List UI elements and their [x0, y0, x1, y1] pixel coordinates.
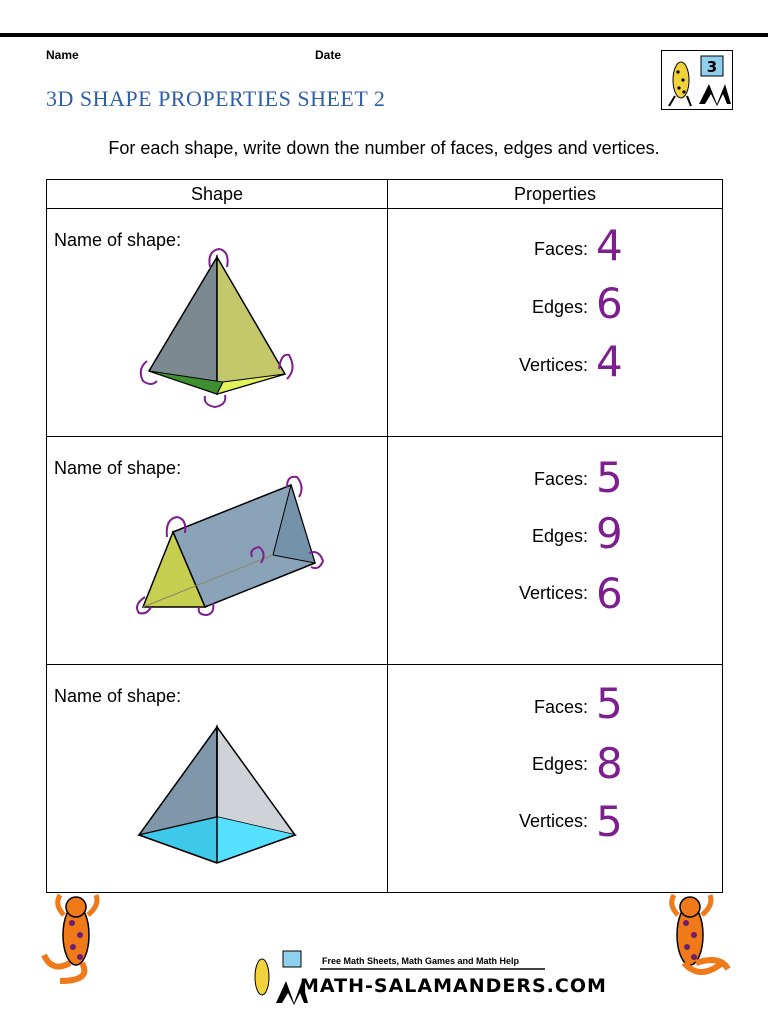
name-label: Name — [46, 48, 79, 62]
header-properties: Properties — [388, 180, 723, 209]
instructions: For each shape, write down the number of faces, edges and vertices. — [108, 138, 660, 158]
vertices-answer: 5 — [596, 797, 623, 846]
edges-label: Edges: — [531, 526, 588, 546]
faces-answer: 5 — [596, 453, 623, 502]
shape-cell — [47, 665, 388, 893]
shape-cell — [47, 209, 388, 437]
header-shape: Shape — [47, 180, 388, 209]
table-row — [47, 437, 723, 665]
properties-cell — [388, 437, 723, 665]
properties-table — [46, 179, 723, 893]
edges-answer: 8 — [596, 739, 623, 788]
footer-brand: MATH-SALAMANDERS.COM — [300, 975, 607, 997]
table-row — [47, 209, 723, 437]
salamander-logo-icon — [661, 50, 733, 110]
footer-graphics — [0, 885, 768, 1024]
date-label: Date — [315, 48, 342, 62]
name-of-shape-label: Name of shape: — [54, 230, 182, 250]
tetrahedron-icon — [47, 209, 387, 436]
footer-tagline: Free Math Sheets, Math Games and Math Help — [322, 956, 520, 966]
table-header-row — [47, 180, 723, 209]
faces-answer: 4 — [596, 221, 623, 270]
square-pyramid-icon — [47, 665, 387, 892]
logo-number: 3 — [706, 58, 718, 76]
page-title: 3D SHAPE PROPERTIES SHEET 2 — [46, 86, 386, 111]
vertices-label: Vertices: — [518, 355, 588, 375]
faces-answer: 5 — [596, 679, 623, 728]
properties-cell — [388, 665, 723, 893]
faces-label: Faces: — [533, 239, 588, 259]
faces-label: Faces: — [533, 469, 588, 489]
vertices-label: Vertices: — [518, 583, 588, 603]
top-rule — [0, 33, 768, 37]
vertices-answer: 6 — [596, 569, 623, 618]
faces-label: Faces: — [533, 697, 588, 717]
salamander-left-icon — [44, 895, 97, 981]
salamander-right-icon — [672, 895, 728, 972]
vertices-answer: 4 — [596, 337, 623, 386]
table-row — [47, 665, 723, 893]
edges-answer: 9 — [596, 509, 623, 558]
edges-answer: 6 — [596, 279, 623, 328]
vertices-label: Vertices: — [518, 811, 588, 831]
edges-label: Edges: — [531, 297, 588, 317]
shape-cell — [47, 437, 388, 665]
name-of-shape-label: Name of shape: — [54, 458, 182, 478]
name-of-shape-label: Name of shape: — [54, 686, 182, 706]
edges-label: Edges: — [531, 754, 588, 774]
triangular-prism-icon — [47, 437, 387, 664]
properties-cell — [388, 209, 723, 437]
